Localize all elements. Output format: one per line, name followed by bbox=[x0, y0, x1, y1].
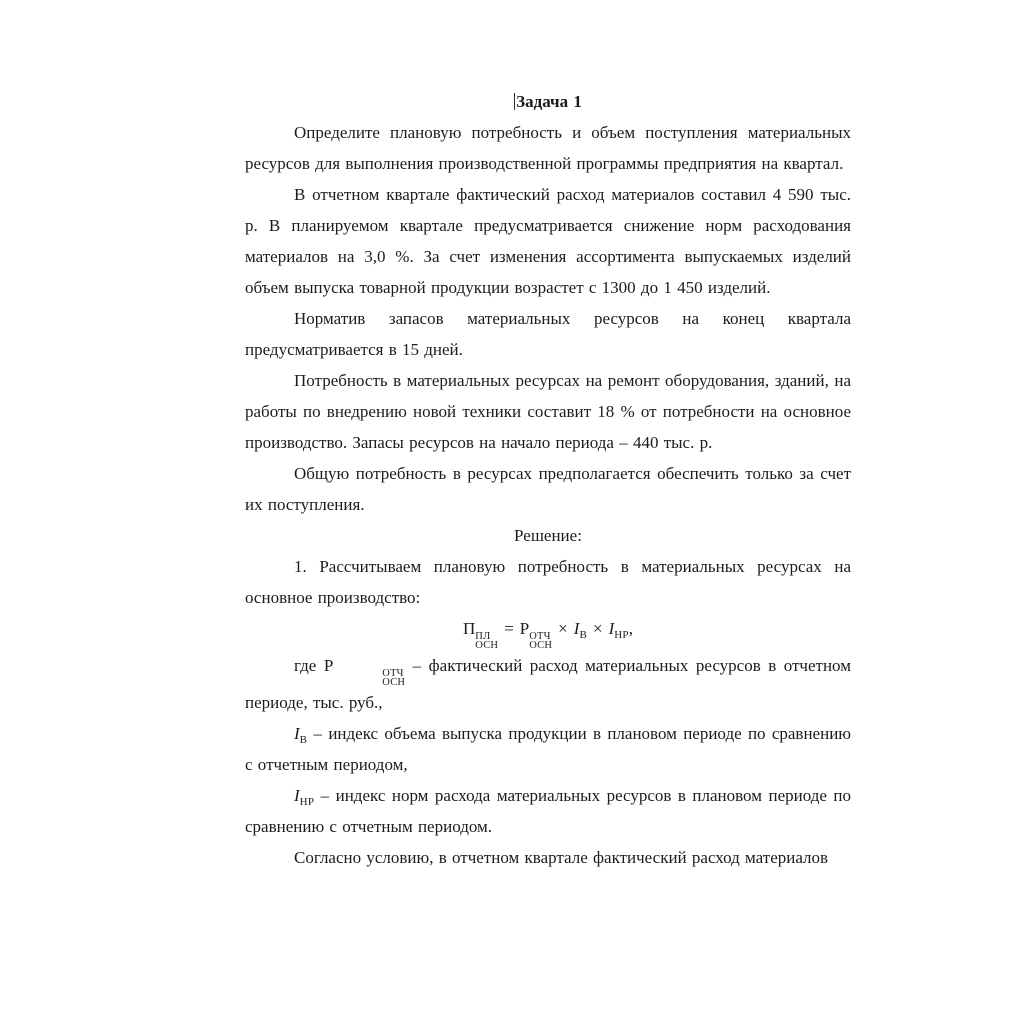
problem-paragraph-5: Общую потребность в ресурсах предполагается обеспечить только за счет их поступления. bbox=[245, 464, 851, 514]
formula-rhs-subscript: ОСН bbox=[529, 640, 553, 651]
formula-rhs-symbol: Р bbox=[519, 619, 530, 638]
legend-r-indices bbox=[333, 669, 405, 687]
legend-inr-paragraph bbox=[245, 780, 851, 842]
multiply-sign: × bbox=[558, 619, 568, 638]
legend-r-prefix: где bbox=[294, 656, 324, 675]
formula-lhs-superscript: ПЛ bbox=[475, 631, 491, 642]
legend-r-symbol: Р bbox=[323, 656, 334, 675]
legend-iv-text: – индекс объема выпуска продукции в плановом периоде по сравнению с отчетным периодом, bbox=[245, 724, 851, 774]
index-inr-subscript: НР bbox=[614, 629, 629, 641]
index-iv-symbol: I bbox=[573, 619, 580, 638]
problem-paragraph-1: Определите плановую потребность и объем поступления материальных ресурсов для выполнения производственной программы предприятия на квартал. bbox=[245, 123, 851, 173]
legend-iv-symbol: I bbox=[294, 724, 300, 743]
text-cursor bbox=[514, 93, 515, 110]
legend-r-text: – фактический расход материальных ресурсов в отчетном периоде, тыс. руб., bbox=[245, 656, 851, 712]
closing-line: Согласно условию, в отчетном квартале фактический расход материалов bbox=[294, 848, 829, 867]
equals-sign: = bbox=[504, 619, 514, 638]
legend-iv-subscript: В bbox=[299, 734, 308, 746]
formula-lhs-indices bbox=[475, 632, 498, 650]
legend-r-subscript: ОСН bbox=[382, 677, 406, 688]
page-title bbox=[245, 86, 851, 117]
formula-comma: , bbox=[628, 619, 633, 638]
formula-lhs-subscript: ОСН bbox=[475, 640, 499, 651]
index-inr-symbol: I bbox=[608, 619, 615, 638]
problem-paragraph-2: В отчетном квартале фактический расход материалов составил 4 590 тыс. р. В планируемом квартале предусматривается снижение норм расходования материалов на 3,0 %. За счет изменения ассортимента выпускаемых изделий объем выпуска товарной продукции возрастет с 1300 до 1 450 изделий. bbox=[245, 185, 851, 297]
index-iv-subscript: В bbox=[579, 629, 587, 641]
formula-rhs-indices bbox=[529, 632, 552, 650]
solution-step-1: 1. Рассчитываем плановую потребность в материальных ресурсах на основное производство: bbox=[245, 557, 851, 607]
formula-lhs-symbol: П bbox=[463, 619, 476, 638]
solution-heading: Решение: bbox=[514, 526, 582, 545]
legend-inr-symbol: I bbox=[294, 786, 300, 805]
problem-paragraph-3: Норматив запасов материальных ресурсов на конец квартала предусматривается в 15 дней. bbox=[245, 309, 851, 359]
problem-paragraph-4: Потребность в материальных ресурсах на ремонт оборудования, зданий, на работы по внедрению новой техники составит 18 % от потребности на основное производство. Запасы ресурсов на начало периода – 440 тыс. р. bbox=[245, 371, 851, 452]
multiply-sign: × bbox=[592, 619, 603, 638]
legend-r-superscript: ОТЧ bbox=[382, 668, 404, 679]
legend-inr-text: – индекс норм расхода материальных ресурсов в плановом периоде по сравнению с отчетным периодом. bbox=[245, 786, 851, 836]
formula bbox=[245, 613, 851, 650]
formula-rhs-superscript: ОТЧ bbox=[529, 631, 551, 642]
page-title-text: Задача 1 bbox=[516, 92, 582, 111]
legend-r-paragraph bbox=[245, 650, 851, 718]
legend-iv-paragraph bbox=[245, 718, 851, 780]
text-column bbox=[245, 86, 851, 873]
legend-inr-subscript: НР bbox=[299, 796, 315, 808]
